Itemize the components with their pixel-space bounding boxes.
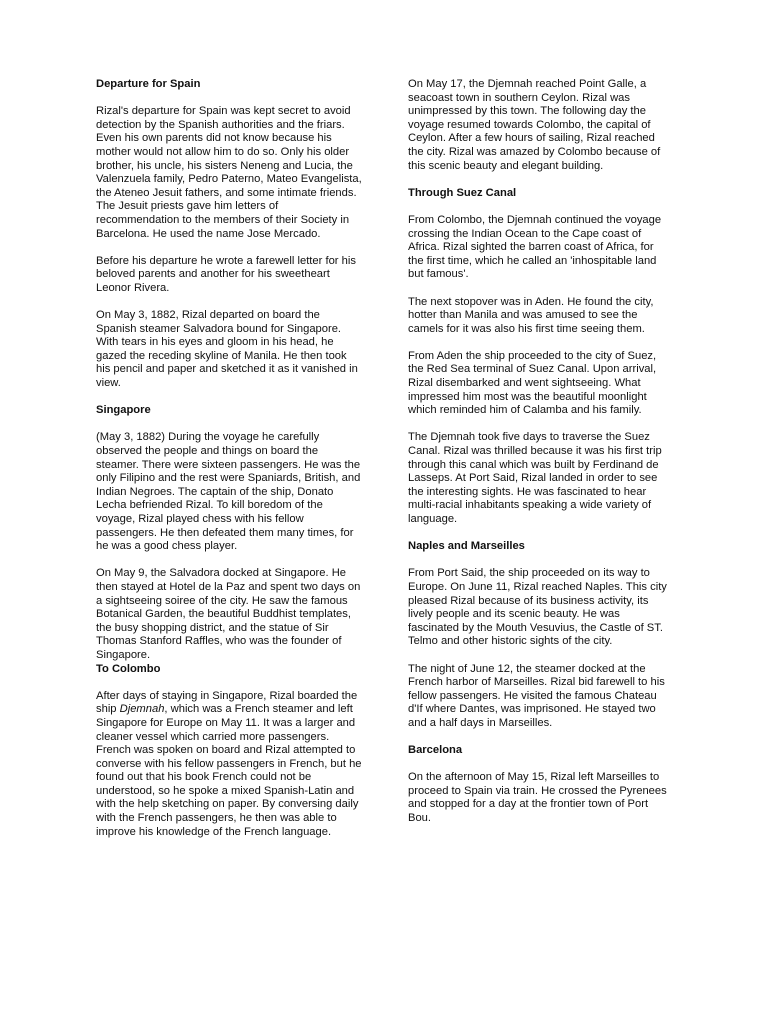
section-heading-barcelona: Barcelona <box>408 744 463 757</box>
paragraph-text: After days of staying in Singapore, Rizal boarded the ship <box>96 689 358 716</box>
section-heading-colombo: To Colombo <box>96 662 161 675</box>
ship-name: Djemnah <box>119 703 165 716</box>
paragraph: The night of June 12, the steamer docked at the French harbor of Marseilles. Rizal bid farewell to his fellow passengers. He visited the famous Chateau d'If where Dantes, was imprisoned. He stayed two and a half days in Marseilles. <box>408 662 665 729</box>
paragraph: From Colombo, the Djemnah continued the voyage crossing the Indian Ocean to the Cape coast of Africa. Rizal sighted the barren coast of Africa, for the first time, which he called an 'inhospitable land but famous'. <box>408 213 662 281</box>
paragraph-text: , which was a French steamer and left Singapore for Europe on May 11. It was a larger and cleaner vessel which carried more passengers. French was spoken on board and Rizal attempted to converse with his fellow passengers in French, but he found out that his book French could not be understood, so he spoke a mixed Spanish-Latin and with the help sketching on paper. By conversing daily with the French passengers, he then was able to improve his knowledge of the French language. <box>96 703 362 838</box>
paragraph <box>96 690 362 840</box>
section-heading-singapore: Singapore <box>96 404 151 417</box>
paragraph: On May 9, the Salvadora docked at Singapore. He then stayed at Hotel de la Paz and spent two days on a sightseeing soiree of the city. He saw the famous Botanical Garden, the beautiful Buddhist templates, the busy shopping district, and the statue of Sir Thomas Stanford Raffles, who was the founder of Singapore. <box>96 567 361 661</box>
right-column <box>408 78 672 839</box>
section-heading-suez: Through Suez Canal <box>408 186 517 199</box>
paragraph: The next stopover was in Aden. He found the city, hotter than Manila and was amused to see the camels for it was also his first time seeing them. <box>408 295 654 335</box>
section-heading-naples: Naples and Marseilles <box>408 540 525 553</box>
section-heading-departure: Departure for Spain <box>96 78 201 90</box>
paragraph: On the afternoon of May 15, Rizal left Marseilles to proceed to Spain via train. He crossed the Pyrenees and stopped for a day at the frontier town of Port Bou. <box>408 771 667 825</box>
left-column <box>96 78 362 853</box>
paragraph: From Port Said, the ship proceeded on its way to Europe. On June 11, Rizal reached Naples. This city pleased Rizal because of its business activity, its lively people and its scenic beauty. He was fascinated by the Mouth Vesuvius, the Castle of ST. Telmo and other historic sights of the city. <box>408 567 667 648</box>
paragraph: On May 3, 1882, Rizal departed on board the Spanish steamer Salvadora bound for Singapore. With tears in his eyes and gloom in his head, he gazed the receding skyline of Manila. He then took his pencil and paper and sketched it as it vanished in view. <box>96 309 358 390</box>
paragraph: Before his departure he wrote a farewell letter for his beloved parents and another for his sweetheart Leonor Rivera. <box>96 254 356 294</box>
paragraph: The Djemnah took five days to traverse the Suez Canal. Rizal was thrilled because it was his first trip through this canal which was built by Ferdinand de Lasseps. At Port Said, Rizal landed in order to see the interesting sights. He was fascinated to hear multi-racial inhabitants speaking a wide variety of language. <box>408 431 662 525</box>
paragraph: Rizal's departure for Spain was kept secret to avoid detection by the Spanish authorities and the friars. Even his own parents did not know because his mother would not allow him to do so. Only his older brother, his uncle, his sisters Neneng and Lucia, the Valenzuela family, Pedro Paterno, Mateo Evangelista, the Ateneo Jesuit fathers, and some intimate friends. The Jesuit priests gave him letters of recommendation to the members of their Society in Barcelona. He used the name Jose Mercado. <box>96 105 362 240</box>
paragraph: On May 17, the Djemnah reached Point Galle, a seacoast town in southern Ceylon. Rizal was unimpressed by this town. The following day the voyage resumed towards Colombo, the capital of Ceylon. After a few hours of sailing, Rizal reached the city. Rizal was amazed by Colombo because of this scenic beauty and elegant building. <box>408 78 661 172</box>
paragraph: From Aden the ship proceeded to the city of Suez, the Red Sea terminal of Suez Canal. Upon arrival, Rizal disembarked and went sightseeing. What impressed him most was the beautiful moonlight which reminded him of Calamba and his family. <box>408 349 657 417</box>
paragraph: (May 3, 1882) During the voyage he carefully observed the people and things on board the steamer. There were sixteen passengers. He was the only Filipino and the rest were Spaniards, British, and Indian Negroes. The captain of the ship, Donato Lecha befriended Rizal. To kill boredom of the voyage, Rizal played chess with his fellow passengers. He then defeated them many times, for he was a good chess player. <box>96 431 361 553</box>
